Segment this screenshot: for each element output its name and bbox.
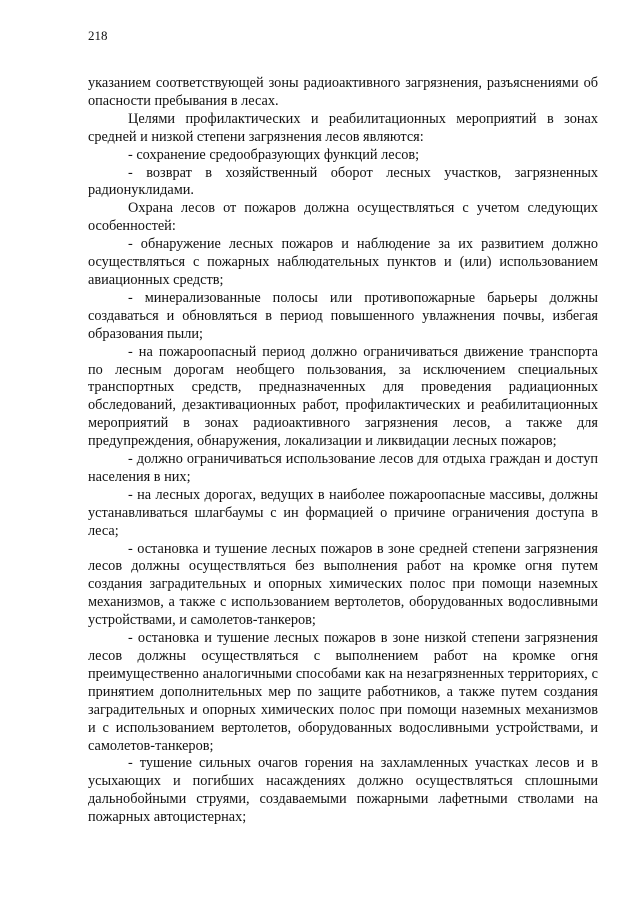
list-item: - должно ограничиваться использование лесов для отдыха граждан и доступ населения в них; [88, 451, 598, 485]
list-item: - тушение сильных очагов горения на захламленных участках лесов и в усыхающих и погибших насаждениях должно осуществляться сплошными дальнобойными струями, создаваемыми пожарными лафетными стволами на пожарных автоцистернах; [88, 755, 598, 826]
document-body [88, 75, 598, 827]
list-item: - сохранение средообразующих функций лесов; [128, 146, 420, 163]
list-item: - возврат в хозяйственный оборот лесных участков, загрязненных радионуклидами. [88, 164, 598, 199]
page-number: 218 [88, 28, 108, 43]
list-item: - на пожароопасный период должно ограничиваться движение транспорта по лесным дорогам необщего пользования, за исключением специальных транспортных средств, предназначенных для проведения радиационных обследований, дезактивационных работ, профилактических и реабилитационных мероприятий в зонах радиоактивного загрязнения лесов, а также для предупреждения, обнаружения, локализации и ликвидации лесных пожаров; [88, 343, 598, 450]
list-item: - обнаружение лесных пожаров и наблюдение за их развитием должно осуществляться с пожарных наблюдательных пунктов и (или) использованием авиационных средств; [88, 236, 598, 288]
list-item: - остановка и тушение лесных пожаров в зоне средней степени загрязнения лесов должны осуществляться без выполнения работ на кромке огня путем создания заградительных и опорных химических полос при помощи наземных механизмов, а также с использованием вертолетов, оборудованных водосливными устройствами, и самолетов-танкеров; [88, 540, 598, 629]
list-item: - на лесных дорогах, ведущих в наиболее пожароопасные массивы, должны устанавливаться шлагбаумы с ин формацией о причине ограничения доступа в леса; [88, 486, 598, 539]
list-item: - минерализованные полосы или противопожарные барьеры должны создаваться и обновляться в период повышенного увлажнения почвы, избегая образования пыли; [88, 289, 598, 342]
paragraph: указанием соответствующей зоны радиоактивного загрязнения, разъяснениями об опасности пребывания в лесах. [88, 75, 598, 109]
paragraph: Охрана лесов от пожаров должна осуществляться с учетом следующих особенностей: [88, 200, 598, 235]
list-item: - остановка и тушение лесных пожаров в зоне низкой степени загрязнения лесов должны осуществляться с выполнением работ на кромке огня преимущественно аналогичными способами как на незагрязненных территориях, с принятием дополнительных мер по защите работников, а также путем создания заградительных и опорных химических полос при помощи наземных механизмов и с использованием вертолетов, оборудованных водосливными устройствами, и самолетов-танкеров; [88, 630, 598, 754]
paragraph: Целями профилактических и реабилитационных мероприятий в зонах средней и низкой степени загрязнения лесов являются: [88, 110, 598, 145]
